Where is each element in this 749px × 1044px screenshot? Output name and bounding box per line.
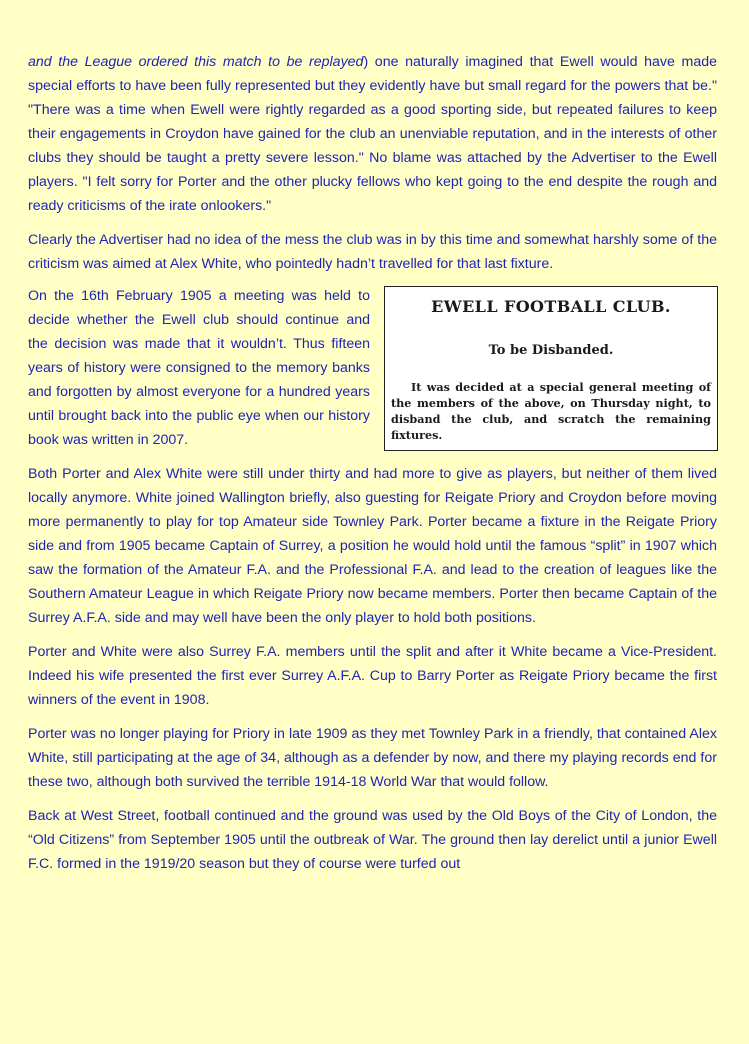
left-column bbox=[28, 284, 370, 452]
paragraph-5: Porter and White were also Surrey F.A. members until the split and after it White became a Vice-President. Indeed his wife presented the first ever Surrey A.F.A. Cup to Barry Porter as Reigate Priory became the first winners of the event in 1908. bbox=[28, 644, 717, 708]
paragraph-1-text: ) one naturally imagined that Ewell would have made special efforts to have been fully represented but they evidently have but small regard for the powers that be." "There was a time when Ewell were rightly regarded as a good sporting side, but repeated failures to keep their engagements in Croydon have gained for the club an unenviable reputation, and in the interests of other clubs they should be taught a pretty severe lesson." No blame was attached by the Advertiser to the Ewell players. "I felt sorry for Porter and the other plucky fellows who kept going to the end despite the rough and ready criticisms of the irate onlookers." bbox=[28, 54, 717, 214]
paragraph-2: Clearly the Advertiser had no idea of the mess the club was in by this time and somewhat harshly some of the criticism was aimed at Alex White, who pointedly hadn’t travelled for that last fixture. bbox=[28, 232, 717, 272]
paragraph-1 bbox=[28, 50, 717, 218]
paragraph-3: On the 16th February 1905 a meeting was held to decide whether the Ewell club should continue and the decision was made that it wouldn’t. Thus fifteen years of history were consigned to the memory banks and forgotten by almost everyone for a hundred years until brought back into the public eye when our history book was written in 2007. bbox=[28, 288, 370, 448]
paragraph-6: Porter was no longer playing for Priory in late 1909 as they met Townley Park in a friendly, that contained Alex White, still participating at the age of 34, although as a defender by now, and there my playing records end for these two, although both survived the terrible 1914-18 World War that would follow. bbox=[28, 726, 717, 790]
clipping-subtitle: To be Disbanded. bbox=[488, 343, 614, 358]
newspaper-clipping bbox=[384, 286, 718, 451]
clipping-title: EWELL FOOTBALL CLUB. bbox=[431, 297, 671, 316]
clipping-section bbox=[28, 284, 717, 452]
paragraph-1-italic: and the League ordered this match to be replayed bbox=[28, 54, 364, 70]
clipping-body: It was decided at a special general meeting of the members of the above, on Thursday night, to disband the club, and scratch the remaining fixtures. bbox=[391, 380, 711, 442]
paragraph-4: Both Porter and Alex White were still under thirty and had more to give as players, but neither of them lived locally anymore. White joined Wallington briefly, also guesting for Reigate Priory and Croydon before moving more permanently to play for top Amateur side Townley Park. Porter became a fixture in the Reigate Priory side and from 1905 became Captain of Surrey, a position he would hold until the famous “split” in 1907 which saw the formation of the Amateur F.A. and the Professional F.A. and lead to the creation of leagues like the Southern Amateur League in which Reigate Priory now became members. Porter then became Captain of the Surrey A.F.A. side and may well have been the only player to hold both positions. bbox=[28, 466, 717, 626]
paragraph-7: Back at West Street, football continued and the ground was used by the Old Boys of the City of London, the “Old Citizens” from September 1905 until the outbreak of War. The ground then lay derelict until a junior Ewell F.C. formed in the 1919/20 season but they of course were turfed out bbox=[28, 808, 717, 872]
